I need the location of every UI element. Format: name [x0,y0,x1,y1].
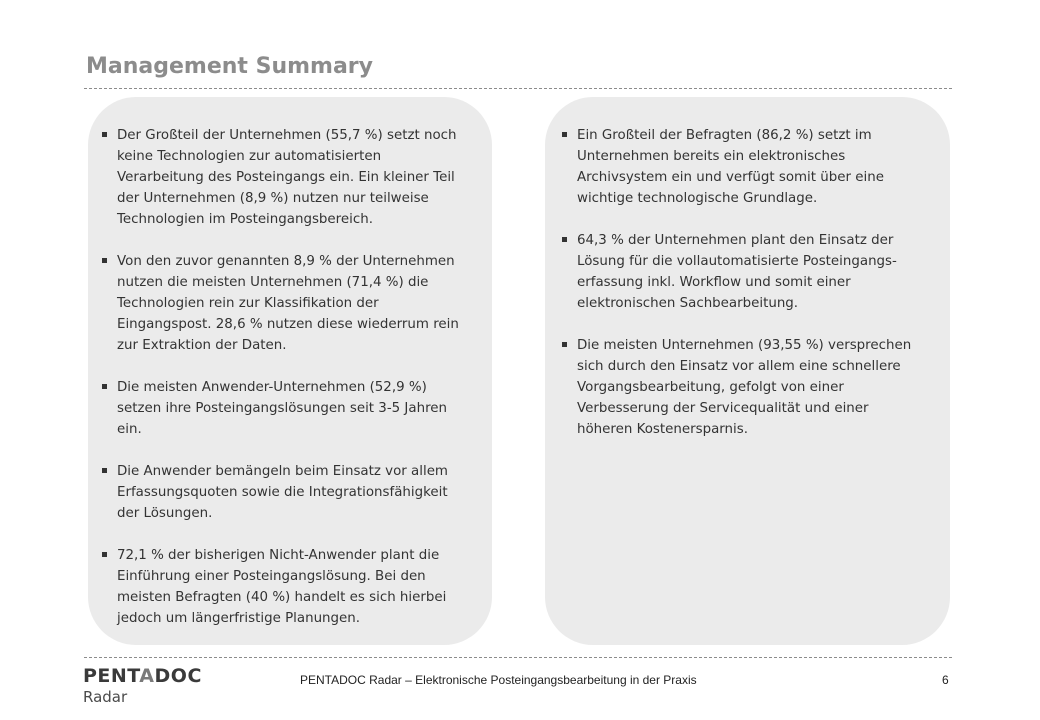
list-item [560,125,936,209]
square-bullet-icon [102,132,107,137]
logo-subtitle: Radar [83,688,128,706]
logo-text-pent: PENT [83,665,140,687]
left-summary-panel [88,97,492,645]
page-title: Management Summary [86,54,373,79]
bullet-text: 72,1 % der bisherigen Nicht-Anwender plant die Einführung einer Posteingangslösung. Bei den meisten Befragten (40 %) handelt es sich hierbei jedoch um längerfristige Planungen. [117,548,447,626]
right-summary-panel [545,97,950,645]
left-bullet-list [100,125,478,629]
page-number: 6 [942,673,949,687]
square-bullet-icon [562,237,567,242]
bullet-text: Die meisten Anwender-Unternehmen (52,9 %) setzen ihre Posteingangslösungen seit 3-5 Jahren ein. [117,380,448,437]
right-bullet-list [560,125,936,440]
list-item [100,125,478,230]
bullet-text: Die Anwender bemängeln beim Einsatz vor allem Erfassungsquoten sowie die Integrationsfähigkeit der Lösungen. [117,464,448,521]
list-item [100,251,478,356]
list-item [100,545,478,629]
bullet-text: 64,3 % der Unternehmen plant den Einsatz der Lösung für die vollautomatisierte Posteingangs- erfassung inkl. Workflow und somit einer elektronischen Sachbearbeitung. [577,233,897,311]
logo-text-doc: DOC [154,665,202,687]
bullet-text: Der Großteil der Unternehmen (55,7 %) setzt noch keine Technologien zur automatisierten Verarbeitung des Posteingangs ein. Ein kleiner Teil der Unternehmen (8,9 %) nutzen nur teilweise Technologien im Posteingangsbereich. [117,128,457,227]
square-bullet-icon [102,552,107,557]
logo-text-a: A [139,665,155,687]
square-bullet-icon [102,468,107,473]
footer-divider [84,657,952,658]
list-item [560,335,936,440]
list-item [100,461,478,524]
square-bullet-icon [562,132,567,137]
pentadoc-logo [83,665,202,687]
footer-caption: PENTADOC Radar – Elektronische Posteingangsbearbeitung in der Praxis [300,673,697,687]
bullet-text: Ein Großteil der Befragten (86,2 %) setzt im Unternehmen bereits ein elektronisches Archivsystem ein und verfügt somit über eine wichtige technologische Grundlage. [577,128,884,206]
title-divider [84,88,952,89]
list-item [560,230,936,314]
square-bullet-icon [102,384,107,389]
bullet-text: Die meisten Unternehmen (93,55 %) versprechen sich durch den Einsatz vor allem eine schnellere Vorgangsbearbeitung, gefolgt von einer Verbesserung der Servicequalität und einer höheren Kostenersparnis. [577,338,912,437]
list-item [100,377,478,440]
bullet-text: Von den zuvor genannten 8,9 % der Unternehmen nutzen die meisten Unternehmen (71,4 %) die Technologien rein zur Klassifikation der Eingangspost. 28,6 % nutzen diese wiederrum rein zur Extraktion der Daten. [117,254,459,353]
square-bullet-icon [102,258,107,263]
square-bullet-icon [562,342,567,347]
